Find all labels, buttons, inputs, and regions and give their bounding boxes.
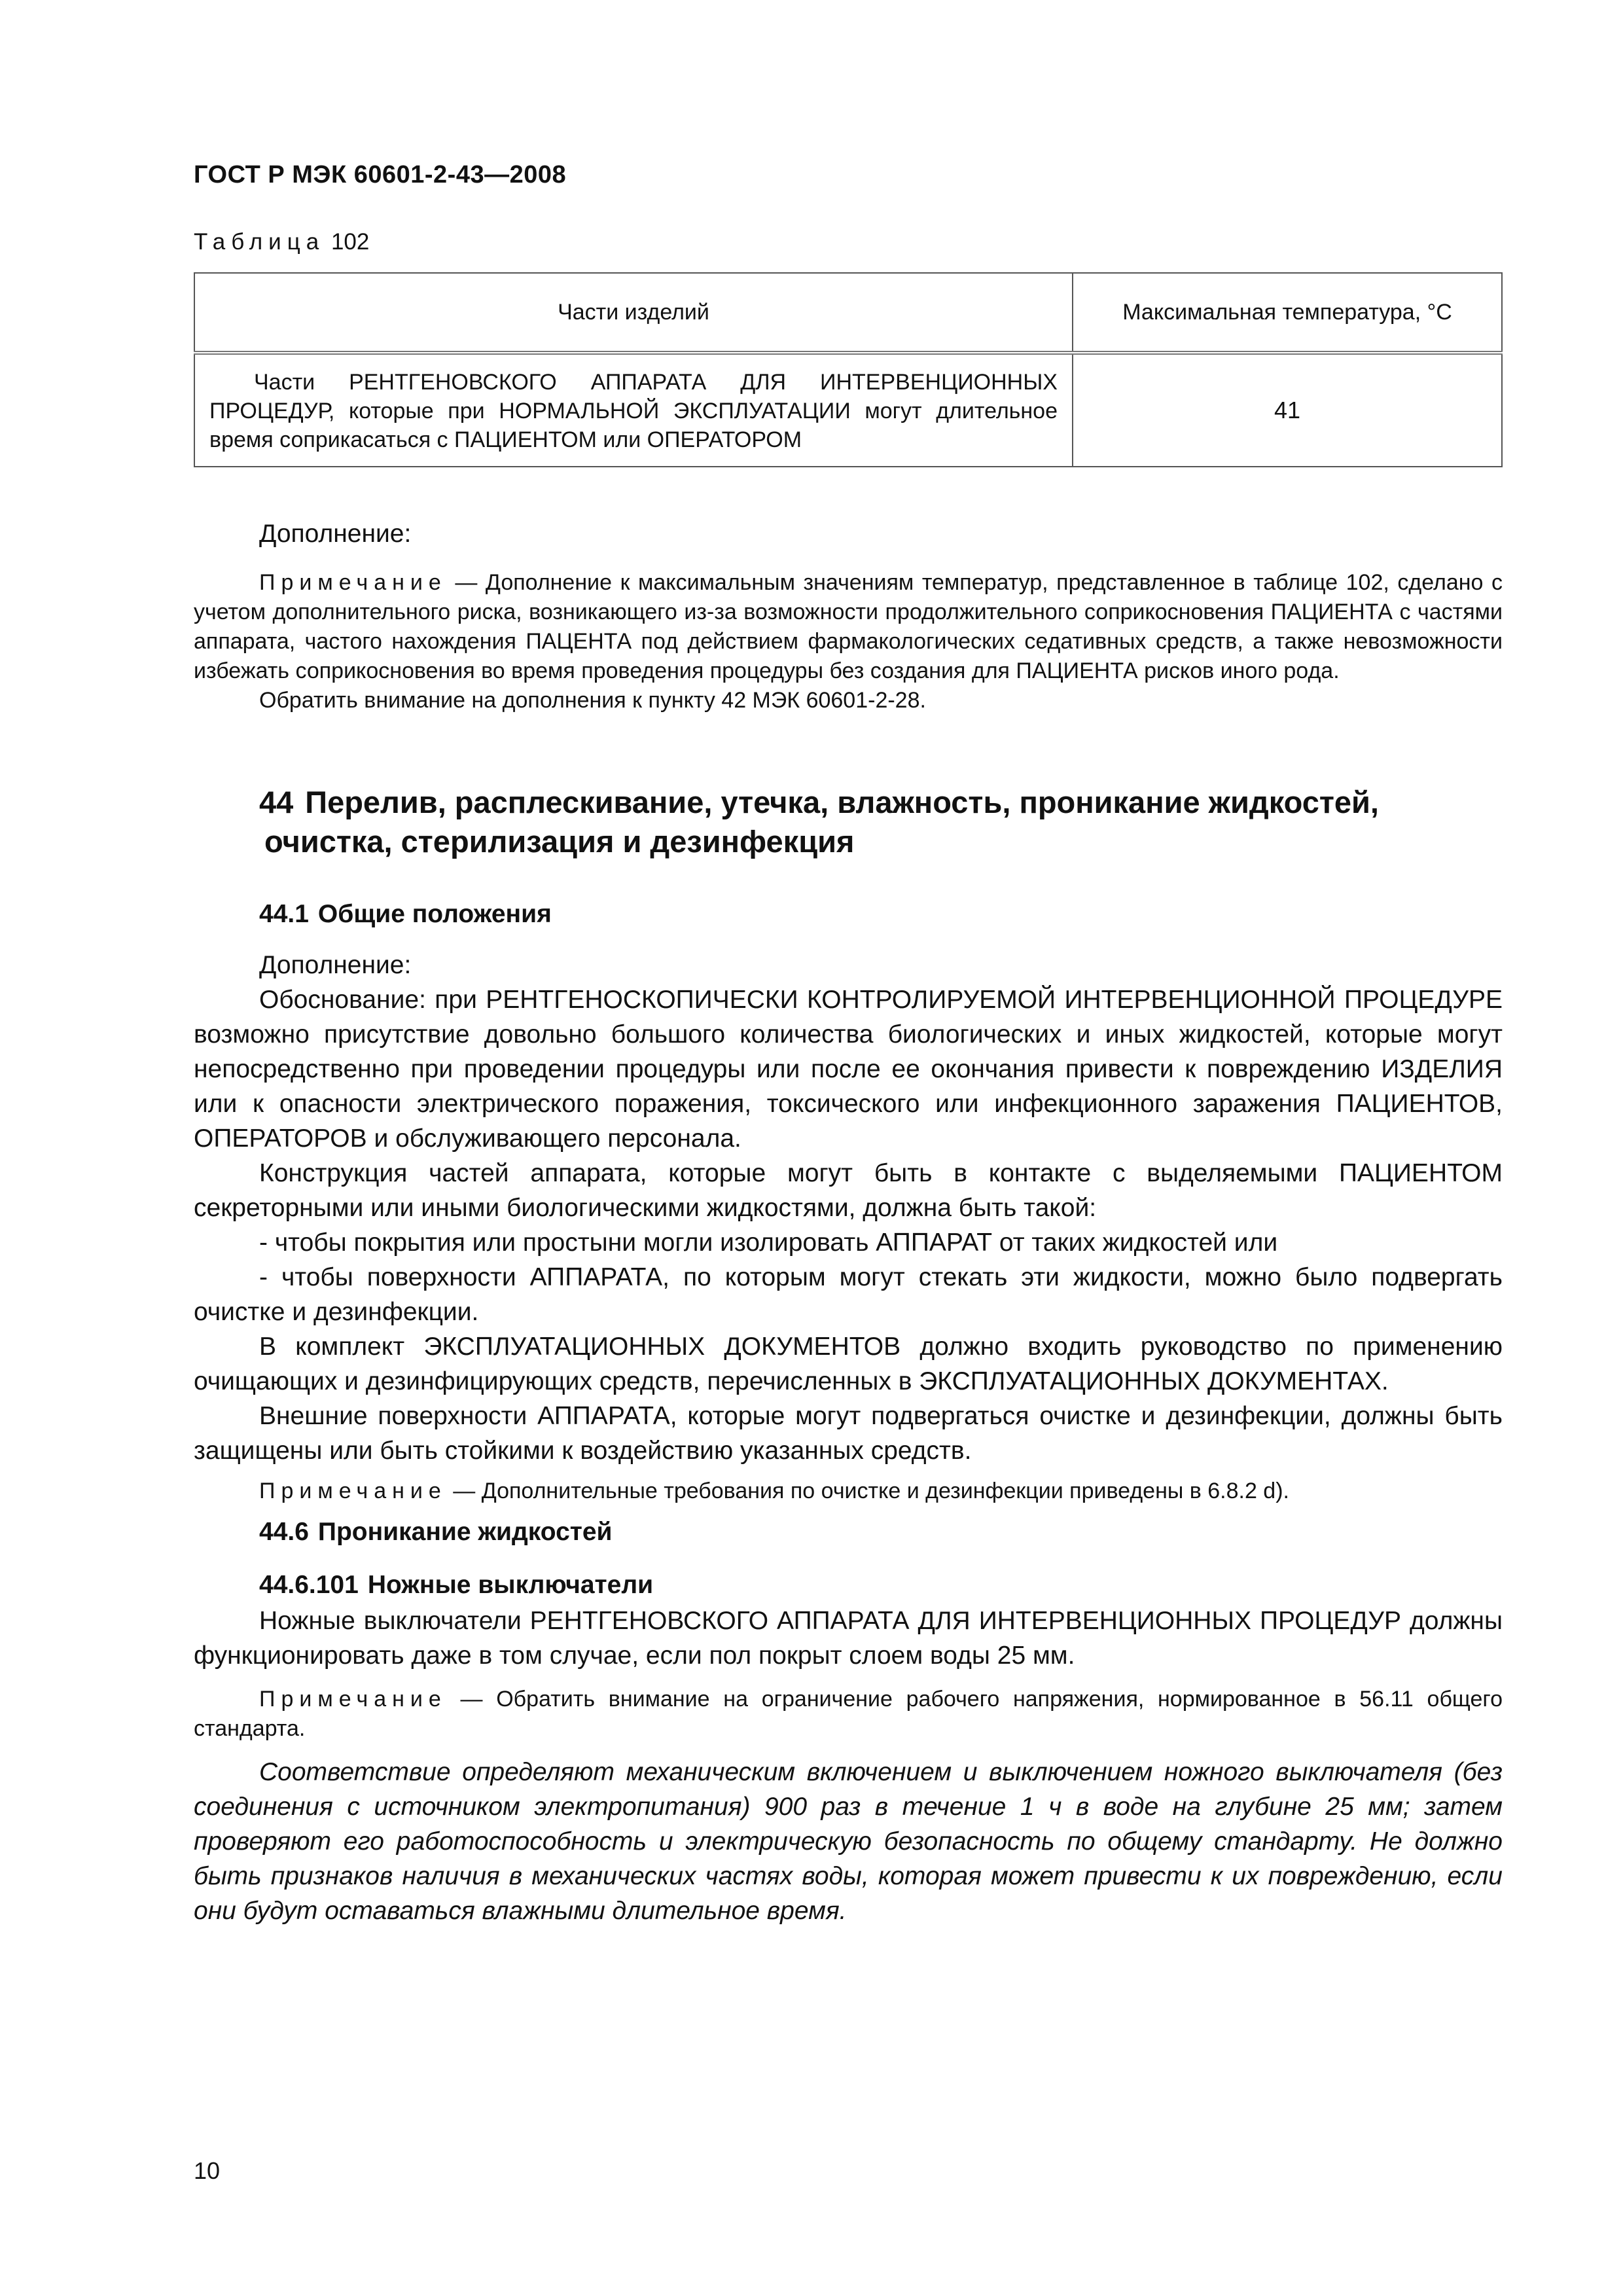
section-44-heading: [259, 783, 1503, 861]
section-44-1-addition-label: Дополнение:: [259, 951, 412, 979]
section-44-1-note: [194, 1477, 1503, 1506]
table-cell-temperature: 41: [1073, 353, 1502, 467]
section-44-1-docs: В комплект ЭКСПЛУАТАЦИОННЫХ ДОКУМЕНТОВ должно входить руководство по применению очищающих и дезинфицирующих средств, перечисленных в ЭКСПЛУАТАЦИОННЫХ ДОКУМЕНТАХ.: [194, 1333, 1503, 1395]
note-text: — Дополнение к максимальным значениям температур, представленное в таблице 102, сделано с учетом дополнительного риска, возникающего из-за возможности продолжительного соприкосновения ПАЦИЕНТА с частями аппарата, частого нахождения ПАЦЕНТА под действием фармакологических седативных средств, а также невозможности избежать соприкосновения во время проведения процедуры без создания для ПАЦИЕНТА рисков иного рода.: [194, 570, 1503, 683]
compliance-text: Соответствие определяют механическим включением и выключением ножного выключателя (без соединения с источником электропитания) 900 раз в течение 1 ч в воде на глубине 25 мм; затем проверяют его работоспособность и электрическую безопасность по общему стандарту. Не должно быть признаков наличия в механических частях воды, которая может привести к их повреждению, если они будут оставаться влажными длительное время.: [194, 1758, 1503, 1925]
table-note: [194, 568, 1503, 715]
section-44-1-surfaces: Внешние поверхности АППАРАТА, которые могут подвергаться очистке и дезинфекции, должны быть защищены или быть стойкими к воздействию указанных средств.: [194, 1402, 1503, 1465]
table-caption-number: 102: [330, 229, 370, 255]
table-caption: [194, 229, 369, 255]
note-reference: Обратить внимание на дополнения к пункту 42 МЭК 60601-2-28.: [259, 688, 926, 713]
standard-header: ГОСТ Р МЭК 60601-2-43—2008: [194, 161, 567, 188]
list-item: - чтобы покрытия или простыни могли изолировать АППАРАТ от таких жидкостей или: [259, 1229, 1278, 1257]
table-header-parts: Части изделий: [194, 273, 1073, 353]
note-word: Примечание: [259, 570, 447, 595]
section-44-1-body: [194, 948, 1503, 1468]
temperature-table: [194, 272, 1503, 467]
note-text: — Дополнительные требования по очистке и дезинфекции приведены в 6.8.2 d).: [446, 1479, 1289, 1503]
page-number: 10: [194, 2157, 221, 2184]
table-row: [194, 353, 1502, 467]
section-44-title-line1: Перелив, расплескивание, утечка, влажность, проникание жидкостей,: [305, 785, 1379, 819]
list-item: - чтобы поверхности АППАРАТА, по которым могут стекать эти жидкости, можно было подвергать очистке и дезинфекции.: [194, 1263, 1503, 1326]
section-44-6-number: 44.6: [259, 1518, 309, 1546]
section-44-6-101-title: Ножные выключатели: [367, 1571, 654, 1599]
note-word: Примечание: [259, 1687, 447, 1712]
section-44-1-construction: Конструкция частей аппарата, которые могут быть в контакте с выделяемыми ПАЦИЕНТОМ секреторными или иными биологическими жидкостями, должна быть такой:: [194, 1159, 1503, 1222]
table-caption-word: Таблица: [194, 229, 325, 255]
section-44-6-101-text: Ножные выключатели РЕНТГЕНОВСКОГО АППАРАТА ДЛЯ ИНТЕРВЕНЦИОННЫХ ПРОЦЕДУР должны функционировать даже в том случае, если пол покрыт слоем воды 25 мм.: [194, 1607, 1503, 1670]
table-cell-parts: Части РЕНТГЕНОВСКОГО АППАРАТА ДЛЯ ИНТЕРВЕНЦИОННЫХ ПРОЦЕДУР, которые при НОРМАЛЬНОЙ ЭКСПЛУАТАЦИИ могут длительное время соприкасаться с ПАЦИЕНТОМ или ОПЕРАТОРОМ: [194, 353, 1073, 467]
section-44-1-rationale: Обоснование: при РЕНТГЕНОСКОПИЧЕСКИ КОНТРОЛИРУЕМОЙ ИНТЕРВЕНЦИОННОЙ ПРОЦЕДУРЕ возможно присутствие довольно большого количества биологических и иных жидкостей, которые могут непосредственно при проведении процедуры или после ее окончания привести к повреждению ИЗДЕЛИЯ или к опасности электрического поражения, токсического или инфекционного заражения ПАЦИЕНТОВ, ОПЕРАТОРОВ и обслуживающего персонала.: [194, 986, 1503, 1153]
note-text: — Обратить внимание на ограничение рабочего напряжения, нормированное в 56.11 общего стандарта.: [194, 1687, 1503, 1741]
section-44-number: 44: [259, 785, 294, 819]
section-44-6-heading: [259, 1518, 613, 1547]
section-44-1-number: 44.1: [259, 900, 309, 928]
addition-label: Дополнение:: [259, 520, 412, 548]
section-44-6-101-heading: [259, 1571, 653, 1600]
section-44-6-title: Проникание жидкостей: [317, 1518, 613, 1546]
note-word: Примечание: [259, 1479, 447, 1503]
table-header-temperature: Максимальная температура, °С: [1073, 273, 1502, 353]
section-44-6-101-number: 44.6.101: [259, 1571, 359, 1599]
section-44-1-heading: [259, 900, 552, 929]
section-44-1-title: Общие положения: [317, 900, 552, 928]
section-44-6-101-note: [194, 1685, 1503, 1744]
section-44-title-line2: очистка, стерилизация и дезинфекция: [264, 824, 855, 859]
